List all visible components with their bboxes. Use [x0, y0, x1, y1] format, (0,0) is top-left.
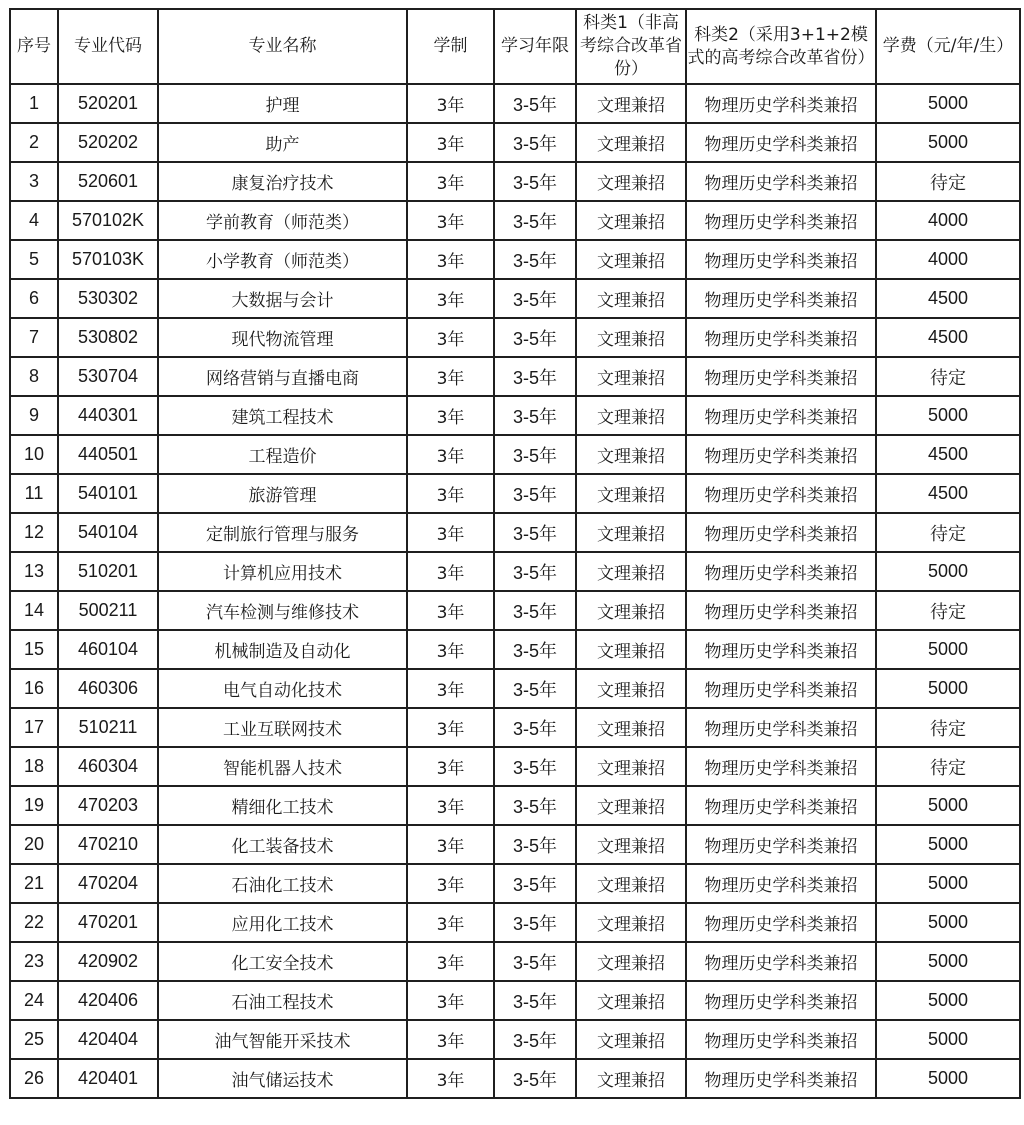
- major-table-container: [9, 8, 1021, 1099]
- cell-code: 520201: [58, 84, 158, 123]
- cell-code: 420902: [58, 942, 158, 981]
- cell-index: 24: [10, 981, 58, 1020]
- cell-study-years: 3-5年: [494, 552, 576, 591]
- cell-category2: 物理历史学科类兼招: [686, 630, 876, 669]
- cell-index: 25: [10, 1020, 58, 1059]
- cell-duration: 3年: [407, 474, 494, 513]
- cell-duration: 3年: [407, 630, 494, 669]
- major-table: [9, 8, 1021, 1099]
- table-row: [10, 318, 1020, 357]
- cell-index: 17: [10, 708, 58, 747]
- table-row: [10, 123, 1020, 162]
- cell-index: 16: [10, 669, 58, 708]
- cell-study-years: 3-5年: [494, 825, 576, 864]
- cell-tuition: 待定: [876, 708, 1020, 747]
- cell-index: 22: [10, 903, 58, 942]
- cell-study-years: 3-5年: [494, 708, 576, 747]
- table-row: [10, 162, 1020, 201]
- cell-index: 4: [10, 201, 58, 240]
- cell-index: 1: [10, 84, 58, 123]
- cell-tuition: 5000: [876, 981, 1020, 1020]
- table-body: [10, 84, 1020, 1098]
- cell-category2: 物理历史学科类兼招: [686, 825, 876, 864]
- cell-code: 500211: [58, 591, 158, 630]
- cell-name: 电气自动化技术: [158, 669, 407, 708]
- cell-category2: 物理历史学科类兼招: [686, 708, 876, 747]
- table-row: [10, 357, 1020, 396]
- cell-study-years: 3-5年: [494, 591, 576, 630]
- cell-index: 23: [10, 942, 58, 981]
- header-cell-study-years: 学习年限: [494, 9, 576, 84]
- cell-code: 520202: [58, 123, 158, 162]
- cell-study-years: 3-5年: [494, 981, 576, 1020]
- cell-tuition: 5000: [876, 786, 1020, 825]
- cell-duration: 3年: [407, 864, 494, 903]
- cell-duration: 3年: [407, 1059, 494, 1098]
- cell-study-years: 3-5年: [494, 201, 576, 240]
- cell-tuition: 待定: [876, 162, 1020, 201]
- cell-name: 旅游管理: [158, 474, 407, 513]
- cell-name: 小学教育（师范类）: [158, 240, 407, 279]
- cell-category1: 文理兼招: [576, 1020, 686, 1059]
- cell-category2: 物理历史学科类兼招: [686, 591, 876, 630]
- table-row: [10, 708, 1020, 747]
- cell-name: 石油化工技术: [158, 864, 407, 903]
- header-cell-category1: 科类1（非高考综合改革省份）: [576, 9, 686, 84]
- cell-study-years: 3-5年: [494, 240, 576, 279]
- cell-code: 510211: [58, 708, 158, 747]
- table-row: [10, 1020, 1020, 1059]
- cell-code: 470203: [58, 786, 158, 825]
- cell-category2: 物理历史学科类兼招: [686, 357, 876, 396]
- cell-index: 20: [10, 825, 58, 864]
- cell-category1: 文理兼招: [576, 825, 686, 864]
- cell-index: 10: [10, 435, 58, 474]
- cell-category1: 文理兼招: [576, 201, 686, 240]
- cell-code: 470204: [58, 864, 158, 903]
- cell-index: 26: [10, 1059, 58, 1098]
- cell-name: 助产: [158, 123, 407, 162]
- cell-category2: 物理历史学科类兼招: [686, 669, 876, 708]
- cell-category2: 物理历史学科类兼招: [686, 903, 876, 942]
- cell-name: 油气储运技术: [158, 1059, 407, 1098]
- cell-tuition: 5000: [876, 903, 1020, 942]
- cell-study-years: 3-5年: [494, 474, 576, 513]
- header-cell-tuition: 学费（元/年/生）: [876, 9, 1020, 84]
- cell-category2: 物理历史学科类兼招: [686, 786, 876, 825]
- cell-category1: 文理兼招: [576, 279, 686, 318]
- cell-duration: 3年: [407, 123, 494, 162]
- table-row: [10, 630, 1020, 669]
- cell-category1: 文理兼招: [576, 864, 686, 903]
- cell-tuition: 4000: [876, 201, 1020, 240]
- cell-study-years: 3-5年: [494, 630, 576, 669]
- cell-name: 康复治疗技术: [158, 162, 407, 201]
- cell-category2: 物理历史学科类兼招: [686, 435, 876, 474]
- cell-category1: 文理兼招: [576, 552, 686, 591]
- cell-study-years: 3-5年: [494, 942, 576, 981]
- cell-category1: 文理兼招: [576, 669, 686, 708]
- cell-category2: 物理历史学科类兼招: [686, 162, 876, 201]
- cell-tuition: 待定: [876, 747, 1020, 786]
- cell-code: 420404: [58, 1020, 158, 1059]
- cell-category1: 文理兼招: [576, 474, 686, 513]
- cell-tuition: 5000: [876, 825, 1020, 864]
- cell-tuition: 4500: [876, 318, 1020, 357]
- cell-code: 460304: [58, 747, 158, 786]
- cell-duration: 3年: [407, 84, 494, 123]
- table-row: [10, 513, 1020, 552]
- cell-name: 油气智能开采技术: [158, 1020, 407, 1059]
- cell-study-years: 3-5年: [494, 513, 576, 552]
- cell-tuition: 5000: [876, 630, 1020, 669]
- cell-code: 530704: [58, 357, 158, 396]
- cell-duration: 3年: [407, 708, 494, 747]
- cell-duration: 3年: [407, 669, 494, 708]
- cell-code: 510201: [58, 552, 158, 591]
- cell-category1: 文理兼招: [576, 591, 686, 630]
- cell-code: 540101: [58, 474, 158, 513]
- table-row: [10, 1059, 1020, 1098]
- cell-category1: 文理兼招: [576, 747, 686, 786]
- cell-tuition: 5000: [876, 1059, 1020, 1098]
- table-row: [10, 981, 1020, 1020]
- cell-name: 应用化工技术: [158, 903, 407, 942]
- cell-name: 学前教育（师范类）: [158, 201, 407, 240]
- cell-category1: 文理兼招: [576, 630, 686, 669]
- cell-tuition: 5000: [876, 942, 1020, 981]
- cell-duration: 3年: [407, 279, 494, 318]
- cell-category1: 文理兼招: [576, 240, 686, 279]
- cell-index: 11: [10, 474, 58, 513]
- cell-code: 570102K: [58, 201, 158, 240]
- cell-duration: 3年: [407, 318, 494, 357]
- cell-category1: 文理兼招: [576, 903, 686, 942]
- cell-tuition: 4500: [876, 474, 1020, 513]
- cell-category1: 文理兼招: [576, 708, 686, 747]
- table-row: [10, 240, 1020, 279]
- cell-index: 19: [10, 786, 58, 825]
- cell-category2: 物理历史学科类兼招: [686, 1059, 876, 1098]
- table-row: [10, 786, 1020, 825]
- cell-name: 大数据与会计: [158, 279, 407, 318]
- cell-tuition: 4500: [876, 279, 1020, 318]
- cell-name: 工程造价: [158, 435, 407, 474]
- cell-category1: 文理兼招: [576, 981, 686, 1020]
- cell-code: 520601: [58, 162, 158, 201]
- header-row: [10, 9, 1020, 84]
- cell-study-years: 3-5年: [494, 435, 576, 474]
- cell-index: 7: [10, 318, 58, 357]
- table-row: [10, 903, 1020, 942]
- cell-name: 网络营销与直播电商: [158, 357, 407, 396]
- cell-duration: 3年: [407, 552, 494, 591]
- cell-study-years: 3-5年: [494, 786, 576, 825]
- cell-category2: 物理历史学科类兼招: [686, 1020, 876, 1059]
- cell-category1: 文理兼招: [576, 396, 686, 435]
- table-row: [10, 435, 1020, 474]
- cell-name: 护理: [158, 84, 407, 123]
- cell-tuition: 4000: [876, 240, 1020, 279]
- cell-name: 石油工程技术: [158, 981, 407, 1020]
- cell-category2: 物理历史学科类兼招: [686, 513, 876, 552]
- cell-category1: 文理兼招: [576, 84, 686, 123]
- cell-category2: 物理历史学科类兼招: [686, 201, 876, 240]
- cell-study-years: 3-5年: [494, 396, 576, 435]
- cell-code: 460306: [58, 669, 158, 708]
- cell-study-years: 3-5年: [494, 123, 576, 162]
- cell-tuition: 5000: [876, 864, 1020, 903]
- cell-category2: 物理历史学科类兼招: [686, 864, 876, 903]
- cell-code: 440501: [58, 435, 158, 474]
- cell-name: 智能机器人技术: [158, 747, 407, 786]
- cell-category2: 物理历史学科类兼招: [686, 942, 876, 981]
- cell-duration: 3年: [407, 240, 494, 279]
- cell-category2: 物理历史学科类兼招: [686, 981, 876, 1020]
- cell-category2: 物理历史学科类兼招: [686, 123, 876, 162]
- cell-name: 汽车检测与维修技术: [158, 591, 407, 630]
- cell-study-years: 3-5年: [494, 903, 576, 942]
- cell-code: 570103K: [58, 240, 158, 279]
- cell-code: 530802: [58, 318, 158, 357]
- cell-category1: 文理兼招: [576, 435, 686, 474]
- cell-name: 化工安全技术: [158, 942, 407, 981]
- cell-code: 470210: [58, 825, 158, 864]
- cell-duration: 3年: [407, 903, 494, 942]
- cell-study-years: 3-5年: [494, 747, 576, 786]
- cell-name: 计算机应用技术: [158, 552, 407, 591]
- cell-category1: 文理兼招: [576, 942, 686, 981]
- cell-code: 440301: [58, 396, 158, 435]
- cell-name: 建筑工程技术: [158, 396, 407, 435]
- cell-code: 540104: [58, 513, 158, 552]
- header-cell-name: 专业名称: [158, 9, 407, 84]
- cell-name: 精细化工技术: [158, 786, 407, 825]
- table-row: [10, 474, 1020, 513]
- cell-index: 12: [10, 513, 58, 552]
- cell-tuition: 5000: [876, 396, 1020, 435]
- cell-study-years: 3-5年: [494, 1020, 576, 1059]
- cell-study-years: 3-5年: [494, 84, 576, 123]
- cell-code: 460104: [58, 630, 158, 669]
- cell-tuition: 5000: [876, 669, 1020, 708]
- table-row: [10, 669, 1020, 708]
- cell-tuition: 待定: [876, 591, 1020, 630]
- table-row: [10, 747, 1020, 786]
- cell-tuition: 5000: [876, 123, 1020, 162]
- table-row: [10, 825, 1020, 864]
- cell-code: 420406: [58, 981, 158, 1020]
- table-row: [10, 279, 1020, 318]
- cell-study-years: 3-5年: [494, 162, 576, 201]
- cell-study-years: 3-5年: [494, 357, 576, 396]
- cell-study-years: 3-5年: [494, 669, 576, 708]
- cell-name: 定制旅行管理与服务: [158, 513, 407, 552]
- cell-category1: 文理兼招: [576, 1059, 686, 1098]
- cell-index: 5: [10, 240, 58, 279]
- cell-duration: 3年: [407, 591, 494, 630]
- cell-tuition: 待定: [876, 513, 1020, 552]
- cell-duration: 3年: [407, 201, 494, 240]
- cell-name: 化工装备技术: [158, 825, 407, 864]
- cell-index: 18: [10, 747, 58, 786]
- cell-tuition: 5000: [876, 552, 1020, 591]
- cell-code: 470201: [58, 903, 158, 942]
- cell-category1: 文理兼招: [576, 123, 686, 162]
- table-row: [10, 201, 1020, 240]
- cell-index: 6: [10, 279, 58, 318]
- cell-duration: 3年: [407, 435, 494, 474]
- cell-category2: 物理历史学科类兼招: [686, 84, 876, 123]
- cell-tuition: 待定: [876, 357, 1020, 396]
- table-row: [10, 396, 1020, 435]
- header-cell-code: 专业代码: [58, 9, 158, 84]
- cell-category2: 物理历史学科类兼招: [686, 396, 876, 435]
- cell-duration: 3年: [407, 981, 494, 1020]
- cell-code: 420401: [58, 1059, 158, 1098]
- cell-duration: 3年: [407, 396, 494, 435]
- cell-name: 工业互联网技术: [158, 708, 407, 747]
- cell-duration: 3年: [407, 747, 494, 786]
- table-row: [10, 552, 1020, 591]
- cell-category2: 物理历史学科类兼招: [686, 552, 876, 591]
- cell-index: 8: [10, 357, 58, 396]
- cell-tuition: 4500: [876, 435, 1020, 474]
- cell-tuition: 5000: [876, 84, 1020, 123]
- cell-duration: 3年: [407, 513, 494, 552]
- cell-study-years: 3-5年: [494, 864, 576, 903]
- cell-index: 13: [10, 552, 58, 591]
- header-cell-index: 序号: [10, 9, 58, 84]
- cell-category1: 文理兼招: [576, 513, 686, 552]
- cell-study-years: 3-5年: [494, 1059, 576, 1098]
- cell-category1: 文理兼招: [576, 786, 686, 825]
- cell-category2: 物理历史学科类兼招: [686, 240, 876, 279]
- cell-duration: 3年: [407, 825, 494, 864]
- cell-duration: 3年: [407, 942, 494, 981]
- header-cell-category2: 科类2（采用3+1+2模式的高考综合改革省份）: [686, 9, 876, 84]
- cell-category1: 文理兼招: [576, 162, 686, 201]
- cell-index: 15: [10, 630, 58, 669]
- cell-code: 530302: [58, 279, 158, 318]
- cell-category2: 物理历史学科类兼招: [686, 318, 876, 357]
- cell-category1: 文理兼招: [576, 357, 686, 396]
- cell-index: 2: [10, 123, 58, 162]
- cell-study-years: 3-5年: [494, 318, 576, 357]
- cell-category2: 物理历史学科类兼招: [686, 474, 876, 513]
- table-row: [10, 591, 1020, 630]
- table-row: [10, 864, 1020, 903]
- cell-index: 9: [10, 396, 58, 435]
- cell-duration: 3年: [407, 162, 494, 201]
- header-cell-duration: 学制: [407, 9, 494, 84]
- table-header: [10, 9, 1020, 84]
- cell-category2: 物理历史学科类兼招: [686, 747, 876, 786]
- cell-category1: 文理兼招: [576, 318, 686, 357]
- table-row: [10, 942, 1020, 981]
- cell-name: 机械制造及自动化: [158, 630, 407, 669]
- cell-index: 14: [10, 591, 58, 630]
- cell-index: 3: [10, 162, 58, 201]
- cell-index: 21: [10, 864, 58, 903]
- cell-name: 现代物流管理: [158, 318, 407, 357]
- cell-duration: 3年: [407, 786, 494, 825]
- cell-tuition: 5000: [876, 1020, 1020, 1059]
- table-row: [10, 84, 1020, 123]
- cell-duration: 3年: [407, 357, 494, 396]
- cell-category2: 物理历史学科类兼招: [686, 279, 876, 318]
- cell-duration: 3年: [407, 1020, 494, 1059]
- cell-study-years: 3-5年: [494, 279, 576, 318]
